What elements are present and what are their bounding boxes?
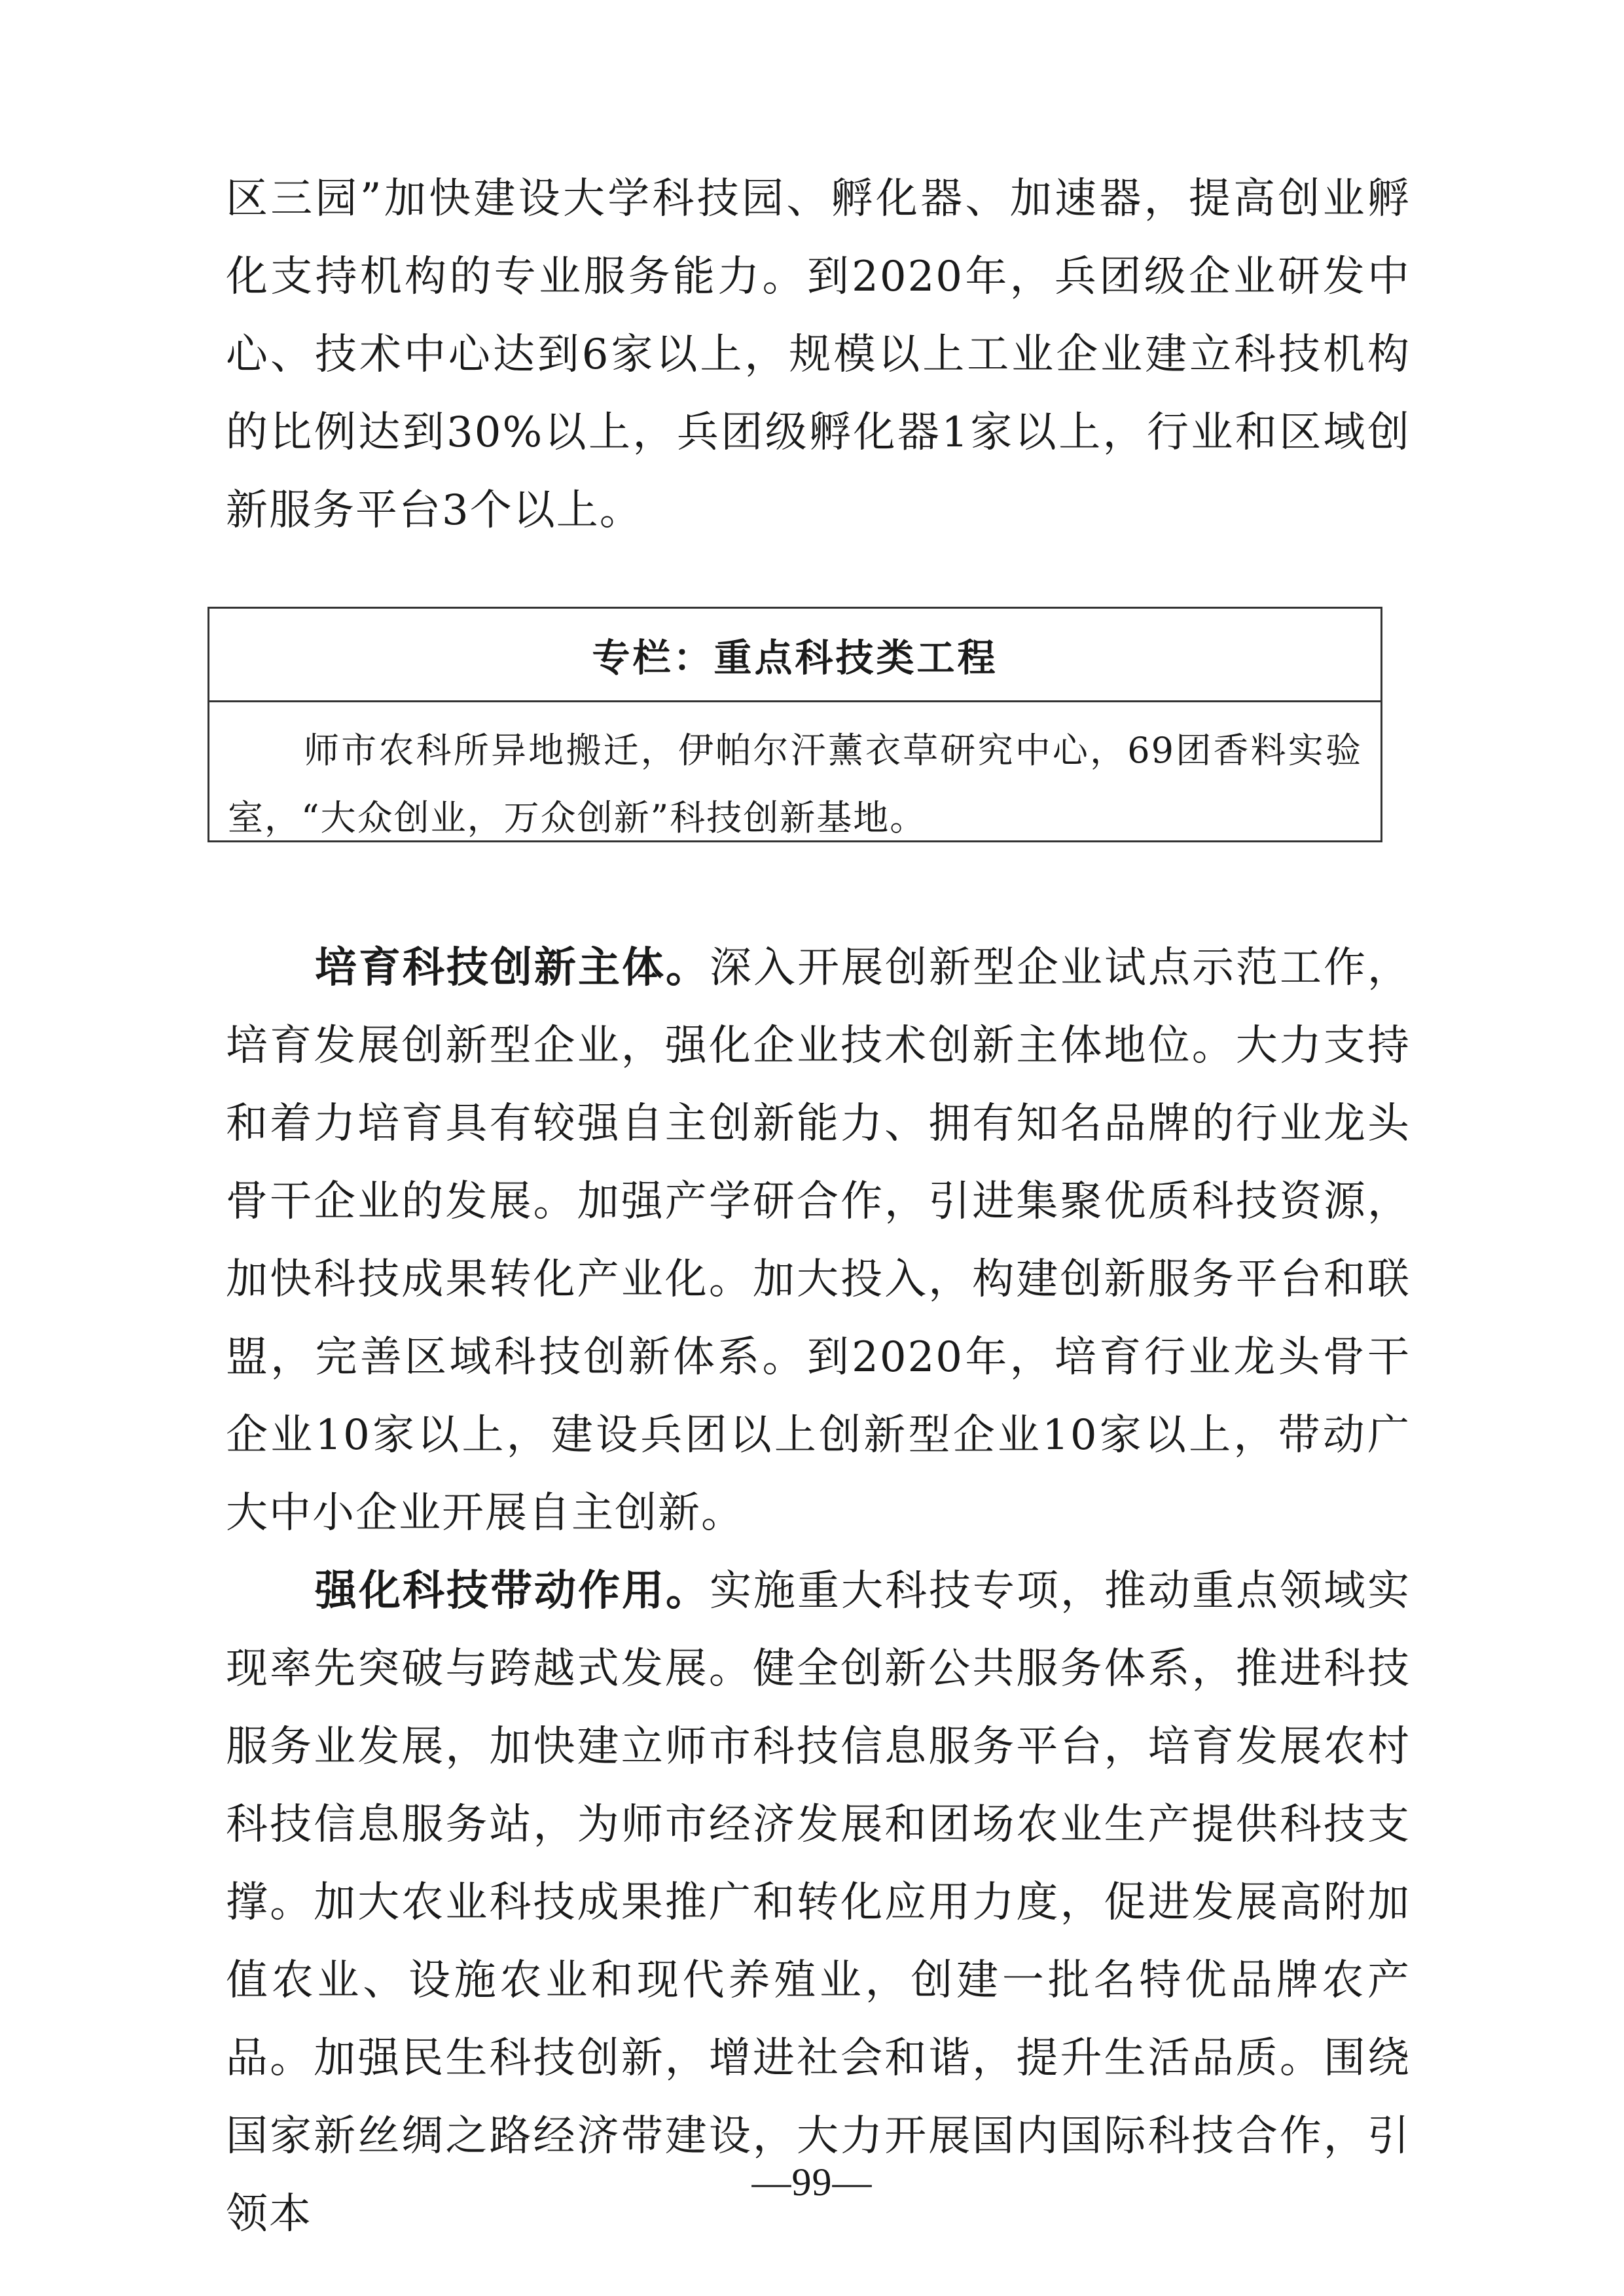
column-box-body: 师市农科所异地搬迁，伊帕尔汗薰衣草研究中心，69团香料实验室，“大众创业，万众创新”科技创新基地。 [228,730,1362,838]
paragraph-body: 实施重大科技专项，推动重点领域实现率先突破与跨越式发展。健全创新公共服务体系，推进科技服务业发展，加快建立师市科技信息服务平台，培育发展农村科技信息服务站，为师市经济发展和团场农业生产提供科技支撑。加大农业科技成果推广和转化应用力度，促进发展高附加值农业、设施农业和现代养殖业，创建一批名特优品牌农产品。加强民生科技创新，增进社会和谐，提升生活品质。围绕国家新丝绸之路经济带建设，大力开展国内国际科技合作，引领本 [226,1567,1411,2238]
paragraph-strengthen [226,1552,1411,2253]
paragraph-cultivate [226,929,1411,1552]
main-text-block [226,929,1411,2253]
column-box-title: 专栏：重点科技类工程 [209,609,1380,702]
column-box [208,607,1382,842]
paragraph-lead: 强化科技带动作用。 [315,1567,710,1615]
paragraph-lead: 培育科技创新主体。 [315,944,710,992]
paragraph-body: 深入开展创新型企业试点示范工作，培育发展创新型企业，强化企业技术创新主体地位。大力支持和着力培育具有较强自主创新能力、拥有知名品牌的行业龙头骨干企业的发展。加强产学研合作，引进集聚优质科技资源，加快科技成果转化产业化。加大投入，构建创新服务平台和联盟，完善区域科技创新体系。到2020年，培育行业龙头骨干企业10家以上，建设兵团以上创新型企业10家以上，带动广大中小企业开展自主创新。 [226,944,1411,1537]
page-number: —99— [751,2161,873,2204]
intro-paragraph: 区三园”加快建设大学科技园、孵化器、加速器，提高创业孵化支持机构的专业服务能力。到2020年，兵团级企业研发中心、技术中心达到6家以上，规模以上工业企业建立科技机构的比例达到30%以上，兵团级孵化器1家以上，行业和区域创新服务平台3个以上。 [226,175,1411,535]
intro-text-block [226,160,1411,550]
